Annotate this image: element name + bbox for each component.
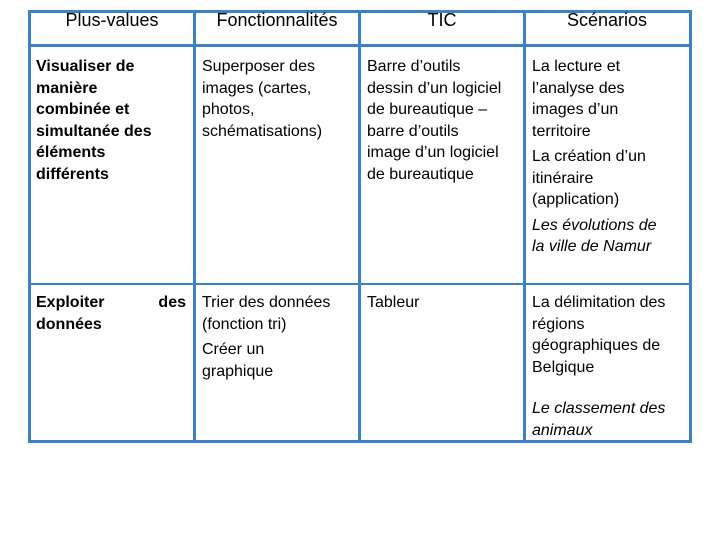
text-line: la ville de Namur — [532, 238, 652, 255]
text-line: barre d’outils — [367, 122, 459, 140]
text-line: régions — [532, 315, 585, 333]
column-divider — [358, 13, 361, 440]
text-line: Le classement des — [532, 400, 666, 417]
text-line: données — [36, 315, 102, 333]
row2-scenarios — [532, 292, 688, 441]
text-line: La création d’un — [532, 148, 646, 165]
text-line: combinée et — [36, 101, 130, 118]
text-line: animaux — [532, 421, 593, 439]
text-line: itinéraire — [532, 169, 594, 187]
row1-scenarios — [532, 56, 688, 258]
text-line: Créer un — [202, 341, 265, 358]
text-line: dessin d’un logiciel — [367, 79, 502, 97]
text-line: Visualiser de — [36, 58, 135, 75]
text-line: différents — [36, 165, 109, 183]
text-line: images d’un — [532, 101, 619, 118]
text-word: des — [158, 294, 186, 311]
row2-tic: Tableur — [367, 294, 420, 311]
text-line: territoire — [532, 122, 591, 140]
header-scenarios: Scénarios — [566, 10, 648, 30]
text-line: Les évolutions de — [532, 216, 657, 234]
text-line: La lecture et — [532, 58, 621, 75]
row1-tic — [367, 56, 523, 185]
text-line: images (cartes, — [202, 79, 312, 97]
text-line: de bureautique — [367, 165, 474, 183]
row1-fonctionnalite — [202, 56, 354, 142]
text-line: (fonction tri) — [202, 315, 287, 333]
text-line: La délimitation des — [532, 294, 666, 311]
header-fonctionnalites: Fonctionnalités — [216, 10, 338, 30]
text-word: Exploiter — [36, 294, 105, 311]
column-divider — [193, 13, 196, 440]
text-line: Trier des données — [202, 294, 331, 311]
text-line: de bureautique – — [367, 101, 488, 118]
text-line: schématisations) — [202, 122, 323, 140]
text-line: photos, — [202, 101, 255, 118]
text-line: géographiques de — [532, 337, 661, 354]
text-line: éléments — [36, 144, 106, 161]
text-line: manière — [36, 79, 98, 97]
text-line: l’analyse des — [532, 79, 625, 97]
row-divider — [31, 283, 689, 285]
column-divider — [523, 13, 526, 440]
text-line — [36, 292, 186, 314]
header-plus-values: Plus-values — [65, 10, 159, 30]
row2-fonctionnalite — [202, 292, 354, 382]
text-line: Barre d’outils — [367, 58, 461, 75]
text-line: simultanée des — [36, 122, 152, 140]
row2-plus-value — [36, 292, 186, 335]
text-line: Superposer des — [202, 58, 315, 75]
text-line: (application) — [532, 191, 620, 208]
text-line: Belgique — [532, 358, 595, 376]
text-line: image d’un logiciel — [367, 144, 499, 161]
row1-plus-value — [36, 56, 186, 185]
header-divider — [31, 44, 689, 47]
text-line: graphique — [202, 362, 274, 380]
header-tic: TIC — [427, 10, 457, 30]
